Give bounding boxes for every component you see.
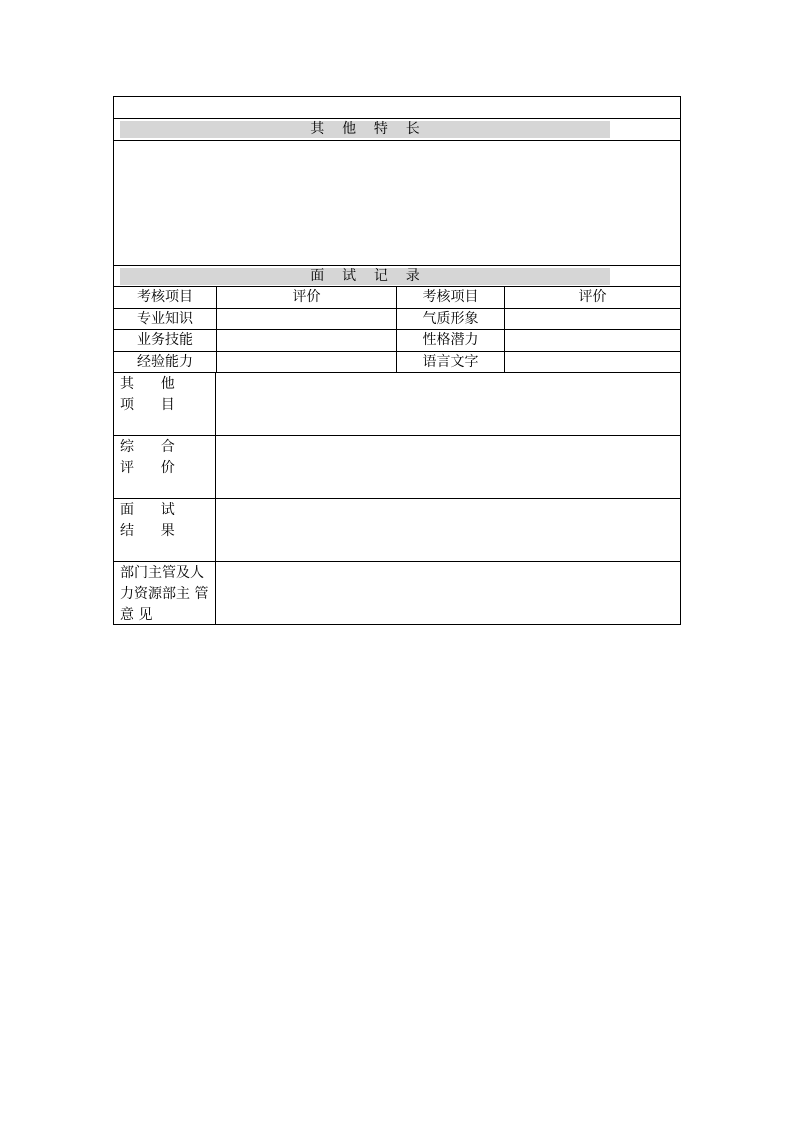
other-items-row — [114, 373, 680, 436]
header-item-right: 考核项目 — [422, 289, 479, 305]
item-right-language: 语言文字 — [422, 354, 479, 370]
interview-result-label-line1: 面 试 — [120, 502, 175, 518]
other-skills-header-band — [120, 121, 610, 138]
overall-evaluation-label-line2: 评 价 — [120, 460, 175, 476]
item-left-professional-knowledge: 专业知识 — [137, 311, 193, 327]
other-items-label — [114, 373, 216, 435]
other-skills-content-area — [114, 141, 680, 266]
eval-cell-right[interactable] — [505, 309, 680, 329]
grid-header-row — [114, 287, 680, 309]
table-row — [114, 309, 680, 330]
eval-cell-left[interactable] — [217, 309, 396, 329]
department-opinion-label — [114, 562, 216, 624]
header-item-left: 考核项目 — [137, 289, 193, 305]
table-row — [114, 330, 680, 352]
top-empty-row — [114, 97, 680, 119]
interview-result-label — [114, 499, 216, 561]
department-opinion-label-text: 部门主管及人力资源部主 管意 见 — [120, 565, 209, 623]
eval-cell-right[interactable] — [505, 330, 680, 351]
other-items-label-line2: 项 目 — [120, 397, 175, 413]
overall-evaluation-label-line1: 综 合 — [120, 439, 175, 455]
item-right-personality: 性格潜力 — [422, 332, 479, 348]
eval-cell-left[interactable] — [217, 352, 396, 372]
interview-record-header-row — [114, 266, 680, 287]
other-skills-title: 其 他 特 长 — [310, 121, 420, 137]
header-eval-right: 评价 — [578, 289, 607, 305]
other-skills-header-row — [114, 119, 680, 141]
overall-evaluation-label — [114, 436, 216, 498]
header-eval-left: 评价 — [292, 289, 321, 305]
interview-record-header-band — [120, 268, 610, 285]
interview-result-label-line2: 结 果 — [120, 523, 175, 539]
other-items-label-line1: 其 他 — [120, 376, 175, 392]
department-opinion-row — [114, 562, 680, 624]
item-right-temperament: 气质形象 — [422, 311, 479, 327]
overall-evaluation-row — [114, 436, 680, 499]
eval-cell-left[interactable] — [217, 330, 396, 351]
interview-form-table — [113, 96, 681, 625]
interview-record-title: 面 试 记 录 — [310, 268, 420, 284]
interview-result-row — [114, 499, 680, 562]
item-left-business-skills: 业务技能 — [137, 332, 193, 348]
item-left-experience: 经验能力 — [137, 354, 193, 370]
table-row — [114, 352, 680, 373]
eval-cell-right[interactable] — [505, 352, 680, 372]
